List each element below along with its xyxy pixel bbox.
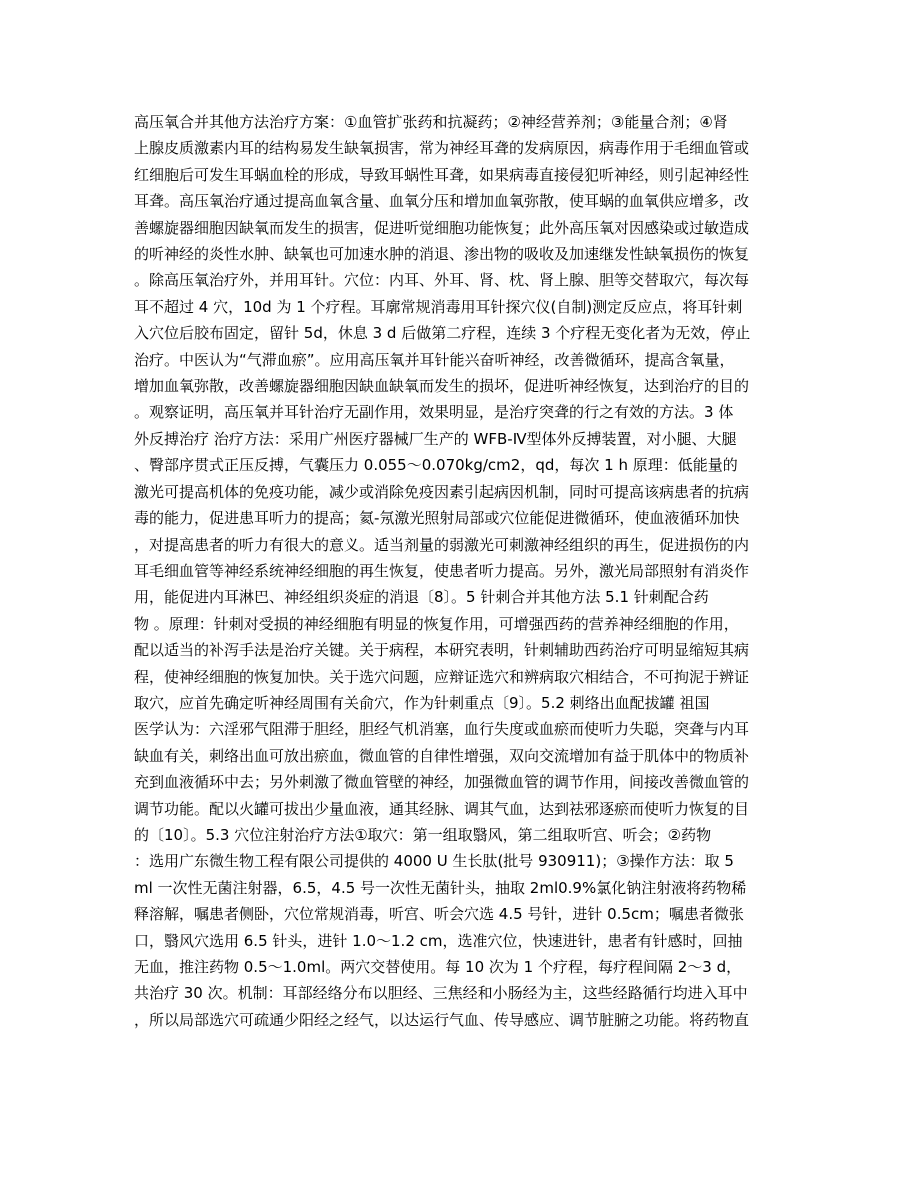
text-line: 取穴，应首先确定听神经周围有关俞穴，作为针刺重点〔9〕。5.2 刺络出血配拔罐 祖国 bbox=[134, 693, 710, 712]
text-line: 配以适当的补泻手法是治疗关键。关于病程，本研究表明，针刺辅助西药治疗可明显缩短其病 bbox=[134, 641, 750, 660]
text-line: ml 一次性无菌注射器，6.5，4.5 号一次性无菌针头，抽取 2ml0.9%氯化钠注射液将药物稀 bbox=[134, 878, 747, 897]
text-line: 调节功能。配以火罐可拔出少量血液，通其经脉、调其气血，达到祛邪逐瘀而使听力恢复的目 bbox=[134, 799, 750, 818]
text-line: 的〔10〕。5.3 穴位注射治疗方法①取穴：第一组取翳风，第二组取听宫、听会；②药物 bbox=[134, 825, 712, 844]
text-line: 充到血液循环中去；另外刺激了微血管壁的神经，加强微血管的调节作用，间接改善微血管的 bbox=[134, 773, 750, 792]
text-line: 激光可提高机体的免疫功能，减少或消除免疫因素引起病因机制，同时可提高该病患者的抗病 bbox=[134, 482, 750, 501]
text-line: 缺血有关，刺络出血可放出瘀血，微血管的自律性增强，双向交流增加有益于肌体中的物质补 bbox=[134, 746, 750, 765]
text-line: 用，能促进内耳淋巴、神经组织炎症的消退〔8〕。5 针刺合并其他方法 5.1 针刺配合药 bbox=[134, 588, 709, 607]
text-line: 释溶解，嘱患者侧卧，穴位常规消毒，听宫、听会穴选 4.5 号针，进针 0.5cm；嘱患者微张 bbox=[134, 905, 744, 924]
text-line: 增加血氧弥散，改善螺旋器细胞因缺血缺氧而发生的损坏，促进听神经恢复，达到治疗的目的 bbox=[134, 377, 750, 396]
text-line: 耳聋。高压氧治疗通过提高血氧含量、血氧分压和增加血氧弥散，使耳蜗的血氧供应增多，改 bbox=[134, 192, 750, 211]
text-line: 的听神经的炎性水肿、缺氧也可加速水肿的消退、渗出物的吸收及加速继发性缺氧损伤的恢复 bbox=[134, 245, 750, 264]
text-line: ，所以局部选穴可疏通少阳经之经气，以达运行气血、传导感应、调节脏腑之功能。将药物直 bbox=[134, 1010, 750, 1029]
text-line: 入穴位后胶布固定，留针 5d，休息 3 d 后做第二疗程，连续 3 个疗程无变化者为无效，停止 bbox=[134, 324, 751, 343]
text-line: ，对提高患者的听力有很大的意义。适当剂量的弱激光可刺激神经组织的再生，促进损伤的内 bbox=[134, 535, 750, 554]
text-line: 、臀部序贯式正压反搏，气囊压力 0.055～0.070kg/cm2，qd，每次 1 h 原理：低能量的 bbox=[134, 456, 738, 475]
text-line: 治疗。中医认为“气滞血瘀”。应用高压氧并耳针能兴奋听神经，改善微循环，提高含氧量， bbox=[134, 350, 735, 369]
text-line: 外反搏治疗 治疗方法：采用广州医疗器械厂生产的 WFB-Ⅳ型体外反搏装置，对小腿、大腿 bbox=[134, 429, 737, 448]
text-line: 毒的能力，促进患耳听力的提高；氦-氖激光照射局部或穴位能促进微循环，使血液循环加快 bbox=[134, 509, 740, 528]
text-line: 红细胞后可发生耳蜗血栓的形成，导致耳蜗性耳聋，如果病毒直接侵犯听神经，则引起神经性 bbox=[134, 165, 750, 184]
body-paragraph bbox=[134, 109, 794, 1033]
text-line: 物 。原理：针刺对受损的神经细胞有明显的恢复作用，可增强西药的营养神经细胞的作用， bbox=[134, 614, 739, 633]
text-line: 口，翳风穴选用 6.5 针头，进针 1.0～1.2 cm，选准穴位，快速进针，患者有针感时，回抽 bbox=[134, 931, 743, 950]
text-line: 无血，推注药物 0.5～1.0ml。两穴交替使用。每 10 次为 1 个疗程，每疗程间隔 2～3 d， bbox=[134, 958, 742, 976]
text-line: 医学认为：六淫邪气阻滞于胆经，胆经气机消塞，血行失度或血瘀而使听力失聪，突聋与内耳 bbox=[134, 720, 750, 739]
text-line: 善螺旋器细胞因缺氧而发生的损害，促进听觉细胞功能恢复；此外高压氧对因感染或过敏造成 bbox=[134, 218, 750, 237]
text-line: 共治疗 30 次。机制：耳部经络分布以胆经、三焦经和小肠经为主，这些经路循行均进入耳中 bbox=[134, 984, 748, 1003]
text-line: ：选用广东微生物工程有限公司提供的 4000 U 生长肽(批号 930911)；③操作方法：取 5 bbox=[134, 852, 734, 871]
text-line: 上腺皮质激素内耳的结构易发生缺氧损害，常为神经耳聋的发病原因，病毒作用于毛细血管或 bbox=[134, 139, 750, 158]
text-line: 。除高压氧治疗外，并用耳针。穴位：内耳、外耳、肾、枕、肾上腺、胆等交替取穴，每次每 bbox=[134, 271, 750, 290]
text-line: 耳不超过 4 穴，10d 为 1 个疗程。耳廓常规消毒用耳针探穴仪(自制)测定反应点，将耳针刺 bbox=[134, 297, 743, 316]
text-line: 耳毛细血管等神经系统神经细胞的再生恢复，使患者听力提高。另外，激光局部照射有消炎作 bbox=[134, 561, 750, 580]
text-line: 程，使神经细胞的恢复加快。关于选穴问题，应辩证选穴和辨病取穴相结合，不可拘泥于辨证 bbox=[134, 667, 750, 686]
text-line: 高压氧合并其他方法治疗方案：①血管扩张药和抗凝药；②神经营养剂；③能量合剂；④肾 bbox=[134, 113, 728, 131]
text-line: 。观察证明，高压氧并耳针治疗无副作用，效果明显，是治疗突聋的行之有效的方法。3 体 bbox=[134, 403, 734, 422]
